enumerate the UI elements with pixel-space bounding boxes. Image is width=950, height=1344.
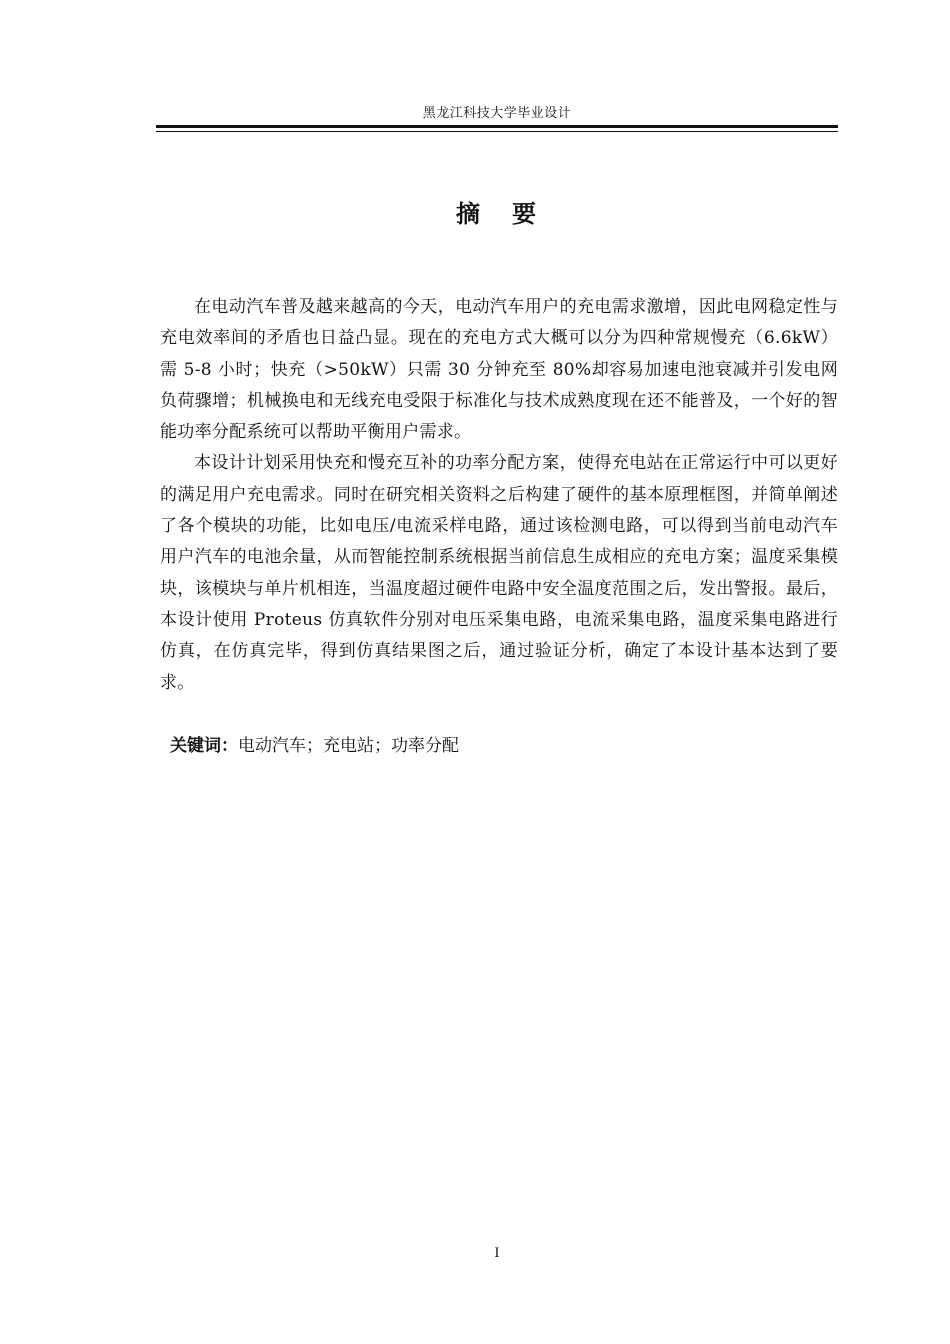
abstract-paragraph-2: 本设计计划采用快充和慢充互补的功率分配方案，使得充电站在正常运行中可以更好的满足用户充电需求。同时在研究相关资料之后构建了硬件的基本原理框图，并简单阐述了各个模块的功能，比如电压/电流采样电路，通过该检测电路，可以得到当前电动汽车用户汽车的电池余量，从而智能控制系统根据当前信息生成相应的充电方案；温度采集模块，该模块与单片机相连，当温度超过硬件电路中安全温度范围之后，发出警报。最后，本设计使用 Proteus 仿真软件分别对电压采集电路，电流采集电路，温度采集电路进行仿真，在仿真完毕，得到仿真结果图之后，通过验证分析，确定了本设计基本达到了要求。	[160, 453, 838, 693]
keywords-label: 关键词：	[170, 736, 238, 756]
abstract-paragraph-1: 在电动汽车普及越来越高的今天，电动汽车用户的充电需求激增，因此电网稳定性与充电效率间的矛盾也日益凸显。现在的充电方式大概可以分为四种常规慢充（6.6kW）需 5-8 小时；快充（>50kW）只需 30 分钟充至 80%却容易加速电池衰减并引发电网负荷骤增；机械换电和无线充电受限于标准化与技术成熟度现在还不能普及，一个好的智能功率分配系统可以帮助平衡用户需求。	[160, 297, 838, 443]
abstract-body	[160, 292, 838, 699]
header-rule-thick	[156, 125, 838, 128]
keywords-line	[170, 734, 838, 758]
header-rule-thin	[156, 131, 838, 132]
page-number: I	[494, 1246, 500, 1261]
abstract-title	[156, 196, 838, 232]
abstract-title-char-2: 要	[512, 200, 538, 228]
page-header: 黑龙江科技大学毕业设计	[422, 106, 572, 121]
keywords-value: 电动汽车；充电站；功率分配	[238, 736, 459, 756]
abstract-title-char-1: 摘	[456, 200, 482, 228]
